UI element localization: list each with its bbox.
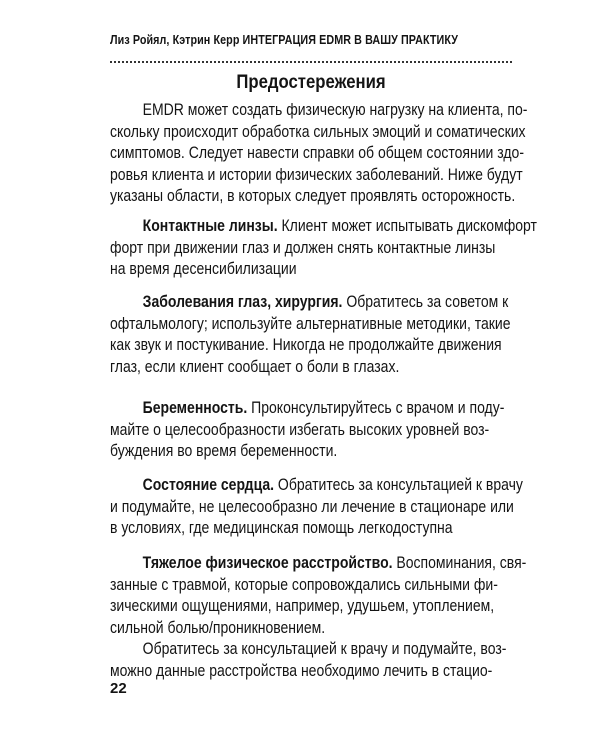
section-severe-disorder [110, 553, 527, 639]
section-first-line [110, 553, 527, 575]
header-divider [110, 61, 512, 63]
text-line: ровья клиента и истории физических заболеваний. Ниже будут [110, 165, 523, 184]
section-first-line [110, 398, 505, 420]
text-line: в условиях, где медицинская помощь легкодоступна [110, 519, 453, 538]
text-line: майте о целесообразности избегать высоких уровней воз- [110, 420, 490, 439]
section-heading: Тяжелое физическое расстройство. [142, 554, 393, 572]
section-text: Проконсультируйтесь с врачом и поду- [247, 399, 505, 417]
text-line: буждения во время беременности. [110, 442, 338, 461]
intro-paragraph [110, 100, 528, 208]
page-number: 22 [110, 680, 127, 697]
closing-paragraph [110, 639, 512, 682]
text-line: на время десенсибилизации [110, 260, 297, 279]
text-line: форт при движении глаз и должен снять контактные линзы [110, 238, 496, 257]
section-heading: Контактные линзы. [142, 217, 278, 235]
section-text: Обратитесь за консультацией к врачу [274, 476, 523, 494]
text-line: занные с травмой, которые сопровождались сильными фи- [110, 575, 498, 594]
text-line: указаны области, в которых следует проявлять осторожность. [110, 187, 516, 206]
text-line: офтальмологу; используйте альтернативные методики, такие [110, 314, 511, 333]
section-text: Клиент может испытывать дискомфорт [277, 217, 537, 235]
text-line: как звук и постукивание. Никогда не продолжайте движения [110, 336, 502, 355]
section-heart-condition [110, 475, 523, 540]
section-text: Обратитесь за советом к [342, 293, 509, 311]
running-header: Лиз Ройял, Кэтрин Керр ИНТЕГРАЦИЯ EDMR В ВАШУ ПРАКТИКУ [110, 33, 459, 47]
text-line: Обратитесь за консультацией к врачу и подумайте, воз- [142, 640, 507, 658]
text-line: зическими ощущениями, например, удушьем, утоплением, [110, 597, 495, 616]
section-eye-disease [110, 292, 512, 378]
section-first-line [110, 292, 509, 314]
text-line: сильной болью/проникновением. [110, 618, 326, 637]
text-line: скольку происходит обработка сильных эмоций и соматических [110, 122, 526, 141]
section-pregnancy [110, 398, 512, 463]
section-text: Воспоминания, свя- [392, 554, 527, 572]
section-heading: Беременность. [142, 399, 248, 417]
section-contact-lenses [110, 216, 537, 281]
section-first-line [110, 475, 523, 497]
text-line: и подумайте, не целесообразно ли лечение в стационаре или [110, 497, 514, 516]
page-title: Предостережения [236, 72, 386, 93]
text-line: глаз, если клиент сообщает о боли в глазах. [110, 357, 400, 376]
section-first-line [110, 216, 537, 238]
section-heading: Состояние сердца. [142, 476, 275, 494]
text-line: можно данные расстройства необходимо лечить в стацио- [110, 661, 493, 680]
text-line: EMDR может создать физическую нагрузку на клиента, по- [142, 101, 528, 119]
section-heading: Заболевания глаз, хирургия. [142, 293, 343, 311]
text-line: симптомов. Следует навести справки об общем состоянии здо- [110, 144, 524, 163]
